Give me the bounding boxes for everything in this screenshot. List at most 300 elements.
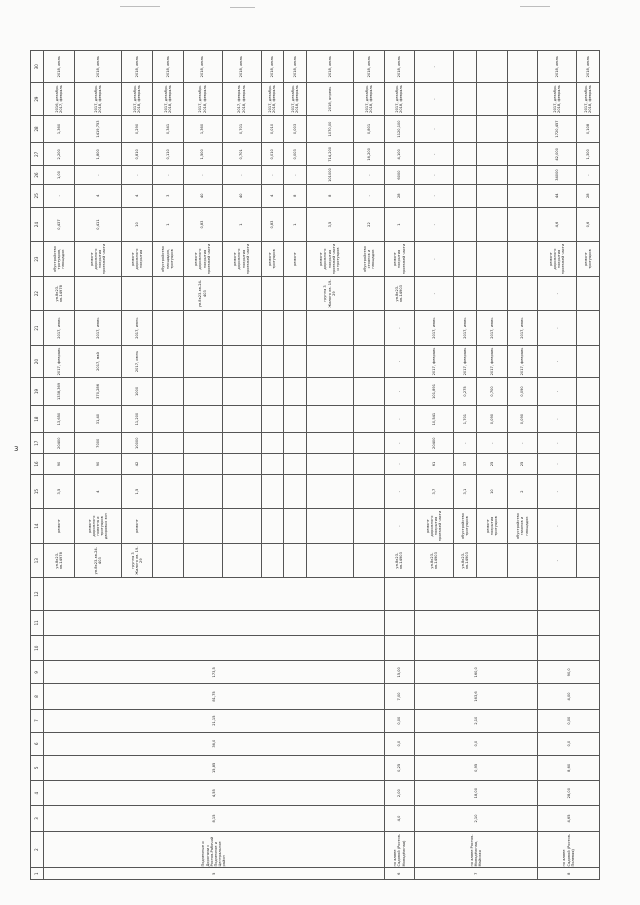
table-cell: 3: [152, 184, 183, 207]
table-cell: [454, 207, 477, 242]
table-cell: 1,5: [122, 474, 153, 509]
table-cell: [476, 83, 507, 115]
table-cell: 4,100: [384, 143, 415, 166]
table-cell: ремонт дорожного полотна и тротуаров дворовых зон: [74, 509, 121, 544]
table-cell: 0,00: [384, 709, 415, 732]
table-cell: -: [454, 433, 477, 454]
rotated-table-frame: [30, 50, 600, 880]
table-cell: [284, 345, 307, 377]
table-cell: 2,10: [415, 806, 538, 831]
table-cell: 0,341: [152, 115, 183, 143]
table-cell: Подземные и Дорогами с Ростов-Рабочий Подземное и Центральное район: [44, 831, 385, 868]
table-cell: [306, 433, 353, 454]
table-cell: ремонт тротуаров: [577, 242, 600, 277]
table-cell: [476, 166, 507, 184]
table-cell: [152, 454, 183, 475]
table-cell: 101000: [306, 166, 353, 184]
table-cell: 15,00: [384, 661, 415, 684]
table-cell: 2018, июль: [74, 51, 121, 83]
table-cell: обустройство стоянок и площадок: [353, 242, 384, 277]
table-cell: -: [415, 184, 454, 207]
table-cell: 2017, февраль: [476, 345, 507, 377]
table-row: [44, 51, 75, 880]
table-cell: [222, 276, 261, 311]
table-cell: [415, 610, 538, 635]
table-cell: ремонт дорожного покрытия проезжей части: [183, 242, 222, 277]
table-cell: -: [476, 433, 507, 454]
table-cell: [183, 311, 222, 346]
table-cell: -: [353, 166, 384, 184]
table-cell: 37: [454, 454, 477, 475]
table-cell: 8: [284, 184, 307, 207]
table-cell: 2018, июль: [222, 51, 261, 83]
column-number-header: 14: [31, 509, 44, 544]
table-cell: 2017, июль: [454, 311, 477, 346]
table-cell: -: [284, 166, 307, 184]
table-cell: 0,275: [454, 378, 477, 406]
table-cell: 4: [74, 184, 121, 207]
table-cell: 2,200: [44, 143, 75, 166]
table-cell: 13,650: [44, 405, 75, 433]
table-cell: [284, 509, 307, 544]
column-number-row: [31, 51, 44, 880]
table-cell: ул.8к23-кв-24-403: [183, 276, 222, 311]
table-cell: 370,286: [74, 378, 121, 406]
column-number-header: 30: [31, 51, 44, 83]
column-number-header: 23: [31, 242, 44, 277]
table-cell: -: [538, 311, 577, 346]
table-cell: [183, 433, 222, 454]
table-cell: -: [384, 433, 415, 454]
table-cell: по аллее Садовой (Ростов-Полевая): [538, 831, 600, 868]
table-cell: ремонт покрытия проезжей части: [384, 242, 415, 277]
table-cell: 1,500: [183, 143, 222, 166]
table-cell: -: [415, 242, 454, 277]
table-cell: ул.8к23-кв-14978: [44, 543, 75, 578]
table-cell: 2017, февраль 2018, февраль: [222, 83, 261, 115]
table-cell: [306, 311, 353, 346]
table-cell: 160,0: [415, 661, 538, 684]
table-cell: -: [415, 143, 454, 166]
table-cell: [183, 454, 222, 475]
table-cell: [577, 454, 600, 475]
table-cell: 2017, февраль: [44, 345, 75, 377]
table-cell: 2017, июль: [507, 311, 538, 346]
table-cell: 28: [384, 184, 415, 207]
table-cell: -: [384, 454, 415, 475]
table-cell: [152, 378, 183, 406]
table-cell: [306, 378, 353, 406]
table-cell: 61: [415, 454, 454, 475]
table-cell: ремонт дорожного покрытия проезжей части: [538, 242, 577, 277]
table-cell: 10: [122, 207, 153, 242]
table-cell: -: [353, 184, 384, 207]
table-cell: ремонт покрытия тротуаров: [476, 509, 507, 544]
table-cell: -: [538, 276, 577, 311]
table-cell: -: [507, 433, 538, 454]
table-cell: обустройство площадок, тротуаров: [152, 242, 183, 277]
table-cell: [454, 184, 477, 207]
table-cell: 8,60: [538, 755, 600, 780]
table-cell: -: [538, 474, 577, 509]
table-cell: [261, 543, 284, 578]
table-cell: 0,090: [507, 378, 538, 406]
table-cell: 0,701: [222, 115, 261, 143]
table-cell: 1: [384, 207, 415, 242]
table-cell: 0,110: [152, 143, 183, 166]
table-cell: [507, 115, 538, 143]
page-number: 3: [14, 445, 19, 453]
table-cell: [222, 378, 261, 406]
column-number-header: 12: [31, 578, 44, 610]
table-cell: [183, 345, 222, 377]
table-cell: 2018, июль: [122, 51, 153, 83]
scan-artifact: [520, 6, 550, 7]
table-cell: [261, 433, 284, 454]
table-cell: 2017, июль: [44, 311, 75, 346]
column-number-header: 6: [31, 732, 44, 755]
table-cell: -: [384, 509, 415, 544]
column-number-header: 1: [31, 868, 44, 880]
table-cell: 7,00: [384, 684, 415, 709]
table-cell: 11,200: [122, 405, 153, 433]
table-cell: 2017, июль: [415, 311, 454, 346]
column-number-header: 3: [31, 806, 44, 831]
table-cell: 0,6: [577, 207, 600, 242]
table-cell: 2,10: [415, 709, 538, 732]
table-cell: 8,15: [44, 806, 385, 831]
table-cell: [183, 405, 222, 433]
table-cell: 31,40: [74, 405, 121, 433]
table-cell: [284, 311, 307, 346]
table-cell: [454, 115, 477, 143]
column-number-header: 26: [31, 166, 44, 184]
table-cell: 1,300: [577, 143, 600, 166]
table-cell: [476, 51, 507, 83]
table-cell: 44: [538, 184, 577, 207]
table-cell: 20400: [44, 433, 75, 454]
table-cell: [507, 276, 538, 311]
table-cell: 0,411: [74, 207, 121, 242]
column-number-header: 8: [31, 684, 44, 709]
table-cell: [122, 276, 153, 311]
table-cell: -: [415, 83, 454, 115]
table-cell: ул.8к23-кв-14903: [384, 543, 415, 578]
table-cell: [476, 143, 507, 166]
table-cell: 4: [261, 184, 284, 207]
table-cell: -: [384, 345, 415, 377]
table-row: [415, 51, 454, 880]
table-cell: ул.8к23-кв-14978: [44, 276, 75, 311]
column-number-header: 16: [31, 454, 44, 475]
table-cell: [507, 143, 538, 166]
table-cell: [353, 433, 384, 454]
table-cell: 0,003: [284, 115, 307, 143]
table-cell: [261, 345, 284, 377]
table-cell: 2018, июль: [152, 51, 183, 83]
table-cell: -: [74, 166, 121, 184]
column-number-header: 20: [31, 345, 44, 377]
table-cell: [284, 474, 307, 509]
table-cell: [152, 474, 183, 509]
table-cell: [507, 51, 538, 83]
table-cell: 2017, декабрь 2018, февраль: [384, 83, 415, 115]
table-cell: 2017, июнь: [122, 345, 153, 377]
table-cell: 20400: [415, 433, 454, 454]
table-cell: -: [384, 405, 415, 433]
table-cell: 4,65: [538, 806, 600, 831]
table-cell: [384, 635, 415, 660]
table-cell: -: [384, 311, 415, 346]
table-cell: [507, 166, 538, 184]
table-cell: 1338,369: [44, 378, 75, 406]
table-cell: 1,360: [183, 115, 222, 143]
table-cell: 0,090: [507, 405, 538, 433]
table-cell: [284, 433, 307, 454]
table-cell: [476, 184, 507, 207]
table-cell: 10000: [122, 433, 153, 454]
table-cell: 28: [577, 184, 600, 207]
table-cell: [353, 345, 384, 377]
table-cell: [222, 474, 261, 509]
table-cell: 2018, июль: [538, 51, 577, 83]
table-cell: [415, 578, 538, 610]
table-row: [538, 51, 577, 880]
table-cell: 2017, февраль: [415, 345, 454, 377]
table-cell: 1: [152, 207, 183, 242]
table-cell: [261, 378, 284, 406]
table-cell: 1: [222, 207, 261, 242]
table-cell: 36,0: [44, 732, 385, 755]
table-cell: 1070,00: [306, 115, 353, 143]
table-cell: 2017, декабрь 2018, февраль: [183, 83, 222, 115]
table-cell: [577, 474, 600, 509]
table-cell: 0,00: [538, 709, 600, 732]
table-cell: 2017, декабрь 2018, февраль: [353, 83, 384, 115]
table-cell: [183, 509, 222, 544]
table-cell: 0,108: [577, 115, 600, 143]
table-cell: по аллее Садовой (Ростов-Молодёжная): [384, 831, 415, 868]
table-cell: ремонт дорожного покрытия проезжей части и тротуаров: [306, 242, 353, 277]
scan-artifact: [120, 6, 160, 7]
column-number-header: 13: [31, 543, 44, 578]
table-cell: 0,700: [476, 378, 507, 406]
table-cell: [384, 610, 415, 635]
table-cell: 90,0: [538, 661, 600, 684]
table-cell: ремонт дорожного покрытия проезжей части: [74, 242, 121, 277]
table-cell: [415, 635, 538, 660]
table-cell: 1,360: [44, 115, 75, 143]
table-cell: [306, 474, 353, 509]
table-cell: [222, 454, 261, 475]
table-cell: 0,95: [415, 755, 538, 780]
table-cell: -: [415, 207, 454, 242]
table-cell: 2018, июль: [261, 51, 284, 83]
table-cell: 1720,457: [538, 115, 577, 143]
table-cell: 2017, февраль: [454, 345, 477, 377]
table-cell: 2018, июль: [577, 51, 600, 83]
table-cell: -: [538, 405, 577, 433]
table-cell: 40: [222, 184, 261, 207]
table-cell: -: [222, 166, 261, 184]
table-cell: ремонт: [44, 509, 75, 544]
table-cell: [353, 509, 384, 544]
table-cell: -: [152, 166, 183, 184]
table-cell: 4,6: [538, 207, 577, 242]
table-cell: 0,0: [384, 732, 415, 755]
table-cell: [261, 454, 284, 475]
table-cell: 2: [507, 474, 538, 509]
table-cell: [306, 543, 353, 578]
table-cell: 2018, июль: [183, 51, 222, 83]
table-cell: [353, 311, 384, 346]
table-cell: -: [538, 543, 577, 578]
table-cell: 1120,100: [384, 115, 415, 143]
table-cell: [183, 378, 222, 406]
table-cell: [538, 610, 600, 635]
table-cell: [577, 509, 600, 544]
column-number-header: 22: [31, 276, 44, 311]
table-cell: ремонт дорожного покрытия проезжей части: [222, 242, 261, 277]
table-cell: 16,200: [353, 143, 384, 166]
table-cell: [152, 509, 183, 544]
table-cell: [152, 543, 183, 578]
column-number-header: 28: [31, 115, 44, 143]
table-cell: [538, 578, 600, 610]
scan-artifact: [230, 7, 255, 8]
table-cell: ремонт: [284, 242, 307, 277]
table-cell: [353, 454, 384, 475]
table-cell: [353, 543, 384, 578]
table-cell: 2017, декабрь 2018, февраль: [152, 83, 183, 115]
table-cell: 90: [44, 454, 75, 475]
table-cell: -: [538, 454, 577, 475]
table-cell: обустройство тротуаров: [454, 509, 477, 544]
table-cell: 81,75: [44, 684, 385, 709]
table-cell: 2017, февраль: [507, 345, 538, 377]
table-cell: 2017, май: [74, 345, 121, 377]
table-cell: 10: [476, 474, 507, 509]
table-cell: [476, 242, 507, 277]
column-number-header: 19: [31, 378, 44, 406]
table-cell: группа 3 Жилого кв. 19-29: [122, 543, 153, 578]
table-cell: [353, 405, 384, 433]
table-cell: 1: [284, 207, 307, 242]
table-cell: 1000: [122, 378, 153, 406]
table-cell: [577, 311, 600, 346]
table-cell: [454, 242, 477, 277]
table-cell: 714,200: [306, 143, 353, 166]
table-cell: 21,15: [44, 709, 385, 732]
table-cell: [384, 578, 415, 610]
table-cell: ул.8к23-кв-14903: [384, 276, 415, 311]
table-cell: 25: [507, 454, 538, 475]
table-cell: 4,00: [538, 684, 600, 709]
table-cell: по аллее Ростов-Молодёжная, Майская: [415, 831, 538, 868]
table-cell: [454, 83, 477, 115]
table-cell: обустройство тротуаров, площадок: [44, 242, 75, 277]
column-number-header: 29: [31, 83, 44, 115]
table-cell: 0,810: [122, 143, 153, 166]
table-cell: [222, 543, 261, 578]
table-cell: [507, 83, 538, 115]
column-number-header: 2: [31, 831, 44, 868]
table-cell: 2017, июль: [74, 311, 121, 346]
table-cell: [261, 405, 284, 433]
column-number-header: 17: [31, 433, 44, 454]
column-number-header: 4: [31, 781, 44, 806]
table-cell: [577, 345, 600, 377]
table-cell: 0,437: [44, 207, 75, 242]
table-cell: -: [415, 166, 454, 184]
roads-repair-table: [30, 50, 600, 880]
table-cell: -: [415, 115, 454, 143]
table-cell: 42: [122, 454, 153, 475]
table-cell: [353, 378, 384, 406]
table-cell: [222, 345, 261, 377]
table-cell: 2017, декабрь 2018, февраль: [577, 83, 600, 115]
table-cell: 7: [415, 868, 538, 880]
table-cell: 22: [353, 207, 384, 242]
table-cell: группа 3 Жилого кв. 19-29: [306, 276, 353, 311]
table-cell: [538, 635, 600, 660]
table-cell: 34000: [538, 166, 577, 184]
table-cell: 0,290: [122, 115, 153, 143]
table-cell: [152, 405, 183, 433]
table-cell: [152, 311, 183, 346]
table-cell: 0,090: [476, 405, 507, 433]
table-cell: 42,000: [538, 143, 577, 166]
table-cell: -: [415, 276, 454, 311]
table-cell: 1,00: [44, 166, 75, 184]
table-cell: -: [261, 166, 284, 184]
table-cell: 2018, июль: [353, 51, 384, 83]
table-cell: 18,00: [415, 781, 538, 806]
column-number-header: 25: [31, 184, 44, 207]
table-cell: 7000: [74, 433, 121, 454]
table-cell: 3,7: [415, 474, 454, 509]
table-cell: [306, 345, 353, 377]
table-cell: 25: [476, 454, 507, 475]
table-cell: [306, 454, 353, 475]
table-cell: [222, 509, 261, 544]
column-number-header: 11: [31, 610, 44, 635]
table-cell: 3,1: [454, 474, 477, 509]
table-cell: [306, 405, 353, 433]
table-cell: ремонт тротуаров: [261, 242, 284, 277]
table-cell: ремонт дорожного покрытия: [122, 242, 153, 277]
table-cell: -: [415, 51, 454, 83]
table-cell: 2017, декабрь 2018, февраль: [122, 83, 153, 115]
table-cell: [577, 543, 600, 578]
table-cell: [507, 242, 538, 277]
table-cell: [222, 405, 261, 433]
table-cell: [152, 276, 183, 311]
table-cell: [577, 405, 600, 433]
table-cell: -: [577, 166, 600, 184]
table-cell: 2018, июль: [306, 51, 353, 83]
table-cell: [476, 276, 507, 311]
table-cell: 5: [44, 868, 385, 880]
column-number-header: 9: [31, 661, 44, 684]
table-cell: [44, 610, 385, 635]
table-cell: 173,5: [44, 661, 385, 684]
table-cell: [44, 578, 385, 610]
table-cell: 2017, июль: [476, 311, 507, 346]
table-cell: [577, 433, 600, 454]
table-cell: [261, 311, 284, 346]
column-number-header: 21: [31, 311, 44, 346]
